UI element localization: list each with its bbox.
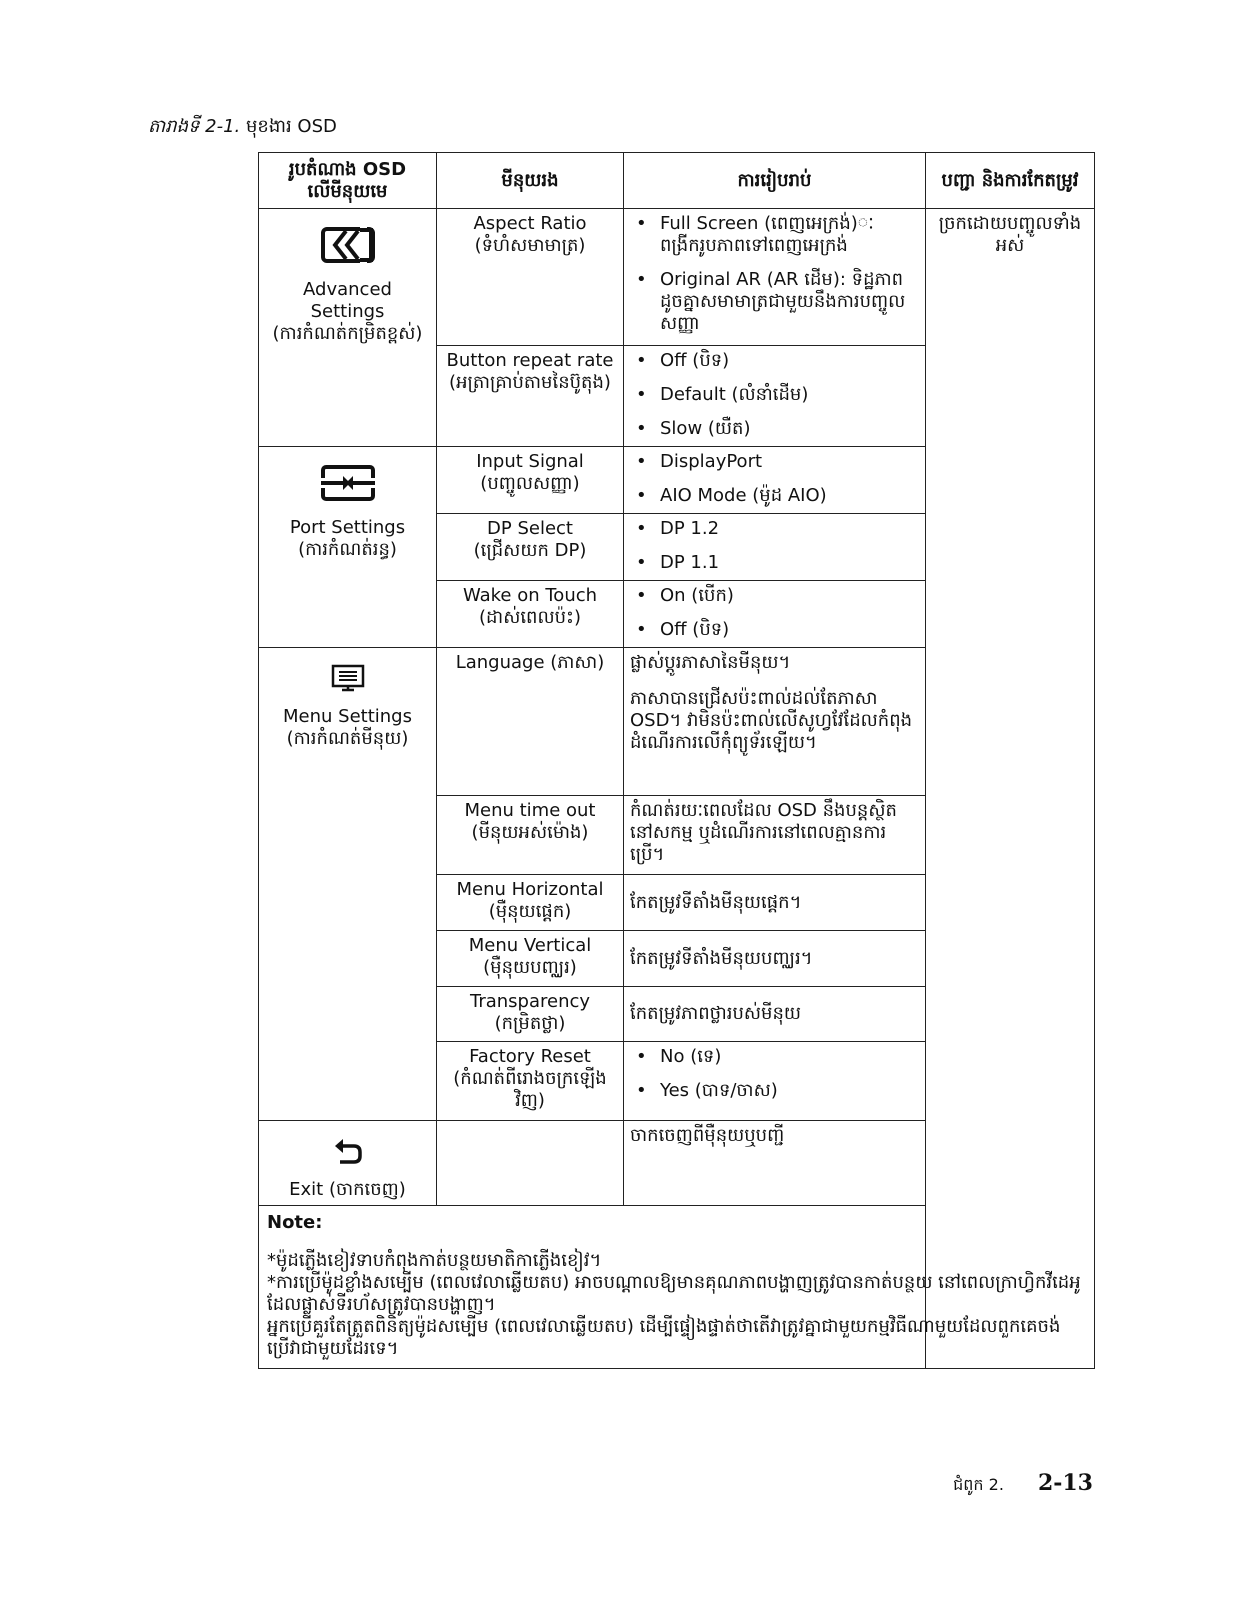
table-row <box>259 209 1095 346</box>
dp-select-cell <box>437 514 624 581</box>
header-icon: រូបតំណាង OSD លើមីនុយមេ <box>259 153 437 209</box>
transparency-label-km: (កម្រិតថ្លា) <box>494 1013 566 1034</box>
language-cell <box>437 648 624 796</box>
caption-title: មុខងារ OSD <box>246 116 337 137</box>
menu-horizontal-desc: កែតម្រូវទីតាំងមីនុយផ្ដេក។ <box>624 875 926 931</box>
button-repeat-label-km: (អត្រាគ្រាប់តាមនៃប៊ូតុង) <box>449 372 611 393</box>
menu-vertical-desc: កែតម្រូវទីតាំងមីនុយបញ្ឈរ។ <box>624 931 926 987</box>
note-row <box>259 1206 1095 1369</box>
menu-settings-icon <box>265 658 430 698</box>
wake-on-touch-cell <box>437 581 624 648</box>
advanced-settings-label: Advanced Settings <box>303 279 392 322</box>
menu-vertical-cell <box>437 931 624 987</box>
aspect-ratio-label-km: (ទំហំសមាមាត្រ) <box>474 235 586 256</box>
wake-on-touch-label-km: (ដាស់ពេលប៉ះ) <box>479 607 581 628</box>
language-desc <box>624 648 926 796</box>
language-desc-line: ផ្លាស់ប្តូរភាសានៃមីនុយ។ <box>630 652 791 673</box>
menu-time-out-desc: កំណត់រយៈពេលដែល OSD នឹងបន្តស្ថិតនៅសកម្ម ឬដំណើរការនៅពេលគ្មានការប្រើ។ <box>624 796 926 875</box>
button-repeat-label: Button repeat rate <box>446 350 614 371</box>
input-signal-label: Input Signal <box>476 451 584 472</box>
port-settings-label: Port Settings <box>289 517 406 538</box>
transparency-cell <box>437 987 624 1042</box>
menu-vertical-label-km: (ម៉ឺនុយបញ្ឈរ) <box>483 957 577 978</box>
menu-vertical-label: Menu Vertical <box>468 935 592 956</box>
note-line: *ការប្រើម៉ូដខ្លាំងសម្បើម (ពេលវេលាឆ្លើយតប) អាចបណ្ដាលឱ្យមានគុណភាពបង្ហាញត្រូវបានកាត់បន្ថយ នៅពេលក្រាហ្វិកវីដេអូដែលផ្លាស់ទីរហ័សត្រូវបានបង្ហាញ។ <box>267 1272 1081 1315</box>
dp-select-label-km: (ជ្រើសយក DP) <box>473 540 587 561</box>
exit-cell <box>259 1121 437 1206</box>
input-signal-cell <box>437 447 624 514</box>
aspect-ratio-desc <box>624 209 926 346</box>
exit-icon <box>265 1131 430 1171</box>
language-desc-line: ភាសាបានជ្រើសប៉ះពាល់ដល់តែភាសា OSD។ វាមិនប៉ះពាល់លើសូហ្វវែដែលកំពុងដំណើរការលើកុំព្យូទ័រឡើយ។ <box>630 688 913 753</box>
osd-functions-table <box>258 152 1095 1369</box>
menu-settings-label: Menu Settings <box>283 706 412 727</box>
table-header-row <box>259 153 1095 209</box>
note-line: អ្នកប្រើគួរតែត្រួតពិនិត្យម៉ូដសម្បើម (ពេលវេលាឆ្លើយតប) ដើម្បីផ្ទៀងផ្ទាត់ថាតើវាត្រូវគ្នាជាមួយកម្មវិធីណាមួយដែលពួកគេចង់ប្រើវាជាមួយដែរទេ។ <box>267 1316 1061 1359</box>
menu-horizontal-label: Menu Horizontal <box>456 879 604 900</box>
wake-on-touch-desc <box>624 581 926 648</box>
header-submenu: មីនុយរង <box>437 153 624 209</box>
input-signal-desc <box>624 447 926 514</box>
caption-label: តារាងទី 2-1. <box>148 116 241 137</box>
list-item: • Original AR (AR ដើម): ទិដ្ឋភាពដូចគ្នាសមាមាត្រជាមួយនឹងការបញ្ចូល សញ្ញា <box>630 269 919 335</box>
note-title: Note: <box>267 1212 323 1233</box>
list-item: • AIO Mode (ម៉ូដ AIO) <box>630 485 919 507</box>
list-item: • Slow (យឺត) <box>630 418 919 440</box>
adjust-cell: ច្រកដោយបញ្ចូលទាំងអស់ <box>926 209 1095 1369</box>
table-caption <box>148 116 337 138</box>
list-item: • Off (បិទ) <box>630 619 919 641</box>
note-cell <box>259 1206 1095 1369</box>
input-signal-label-km: (បញ្ចូលសញ្ញា) <box>480 473 580 494</box>
dp-select-label: DP Select <box>487 518 573 539</box>
list-item: • On (បើក) <box>630 585 919 607</box>
footer-section: ជំពូក 2. <box>953 1475 1004 1494</box>
advanced-settings-cell <box>259 209 437 447</box>
advanced-settings-label-km: (ការកំណត់កម្រិតខ្ពស់) <box>272 323 423 344</box>
aspect-ratio-cell <box>437 209 624 346</box>
menu-horizontal-cell <box>437 875 624 931</box>
menu-settings-cell <box>259 648 437 1121</box>
exit-desc: ចាកចេញពីម៉ឺនុយឬបញ្ជី <box>624 1121 926 1206</box>
dp-select-desc <box>624 514 926 581</box>
header-adjust: បញ្ជា និងការកែតម្រូវ <box>926 153 1095 209</box>
language-label: Language (ភាសា) <box>455 652 605 673</box>
button-repeat-desc <box>624 346 926 447</box>
exit-submenu-cell <box>437 1121 624 1206</box>
port-settings-cell <box>259 447 437 648</box>
button-repeat-cell <box>437 346 624 447</box>
note-line: *ម៉ូដភ្លើងខៀវទាបកំពុងកាត់បន្ថយមាតិកាភ្លើងខៀវ។ <box>267 1250 602 1271</box>
factory-reset-cell <box>437 1042 624 1121</box>
aspect-ratio-label: Aspect Ratio <box>473 213 587 234</box>
port-settings-icon <box>265 457 430 509</box>
list-item: • DP 1.2 <box>630 518 919 540</box>
transparency-desc: កែតម្រូវភាពថ្លារបស់មីនុយ <box>624 987 926 1042</box>
wake-on-touch-label: Wake on Touch <box>462 585 598 606</box>
list-item: • No (ទេ) <box>630 1046 919 1068</box>
list-item: • Default (លំនាំដើម) <box>630 384 919 406</box>
exit-label: Exit (ចាកចេញ) <box>289 1179 406 1200</box>
factory-reset-desc <box>624 1042 926 1121</box>
list-item: • Yes (បាទ/ចាស) <box>630 1080 919 1102</box>
port-settings-label-km: (ការកំណត់រន្ធ) <box>298 539 397 560</box>
advanced-settings-icon <box>265 219 430 271</box>
page-number: 2-13 <box>1037 1470 1093 1496</box>
transparency-label: Transparency <box>469 991 591 1012</box>
menu-time-out-label-km: (មីនុយអស់ម៉ោង) <box>471 822 589 843</box>
factory-reset-label: Factory Reset <box>469 1046 591 1067</box>
factory-reset-label-km: (កំណត់ពីរោងចក្រឡើងវិញ) <box>453 1068 607 1111</box>
menu-time-out-label: Menu time out <box>464 800 596 821</box>
list-item: • DP 1.1 <box>630 552 919 574</box>
menu-time-out-cell <box>437 796 624 875</box>
header-description: ការរៀបរាប់ <box>624 153 926 209</box>
menu-settings-label-km: (ការកំណត់មីនុយ) <box>286 728 409 749</box>
menu-horizontal-label-km: (ម៉ឺនុយផ្ដេក) <box>488 901 572 922</box>
page-footer <box>953 1470 1093 1498</box>
list-item: • DisplayPort <box>630 451 919 473</box>
list-item: • Full Screen (ពេញអេក្រង់)ៈ ពង្រីករូបភាពទៅពេញអេក្រង់ <box>630 213 919 257</box>
list-item: • Off (បិទ) <box>630 350 919 372</box>
